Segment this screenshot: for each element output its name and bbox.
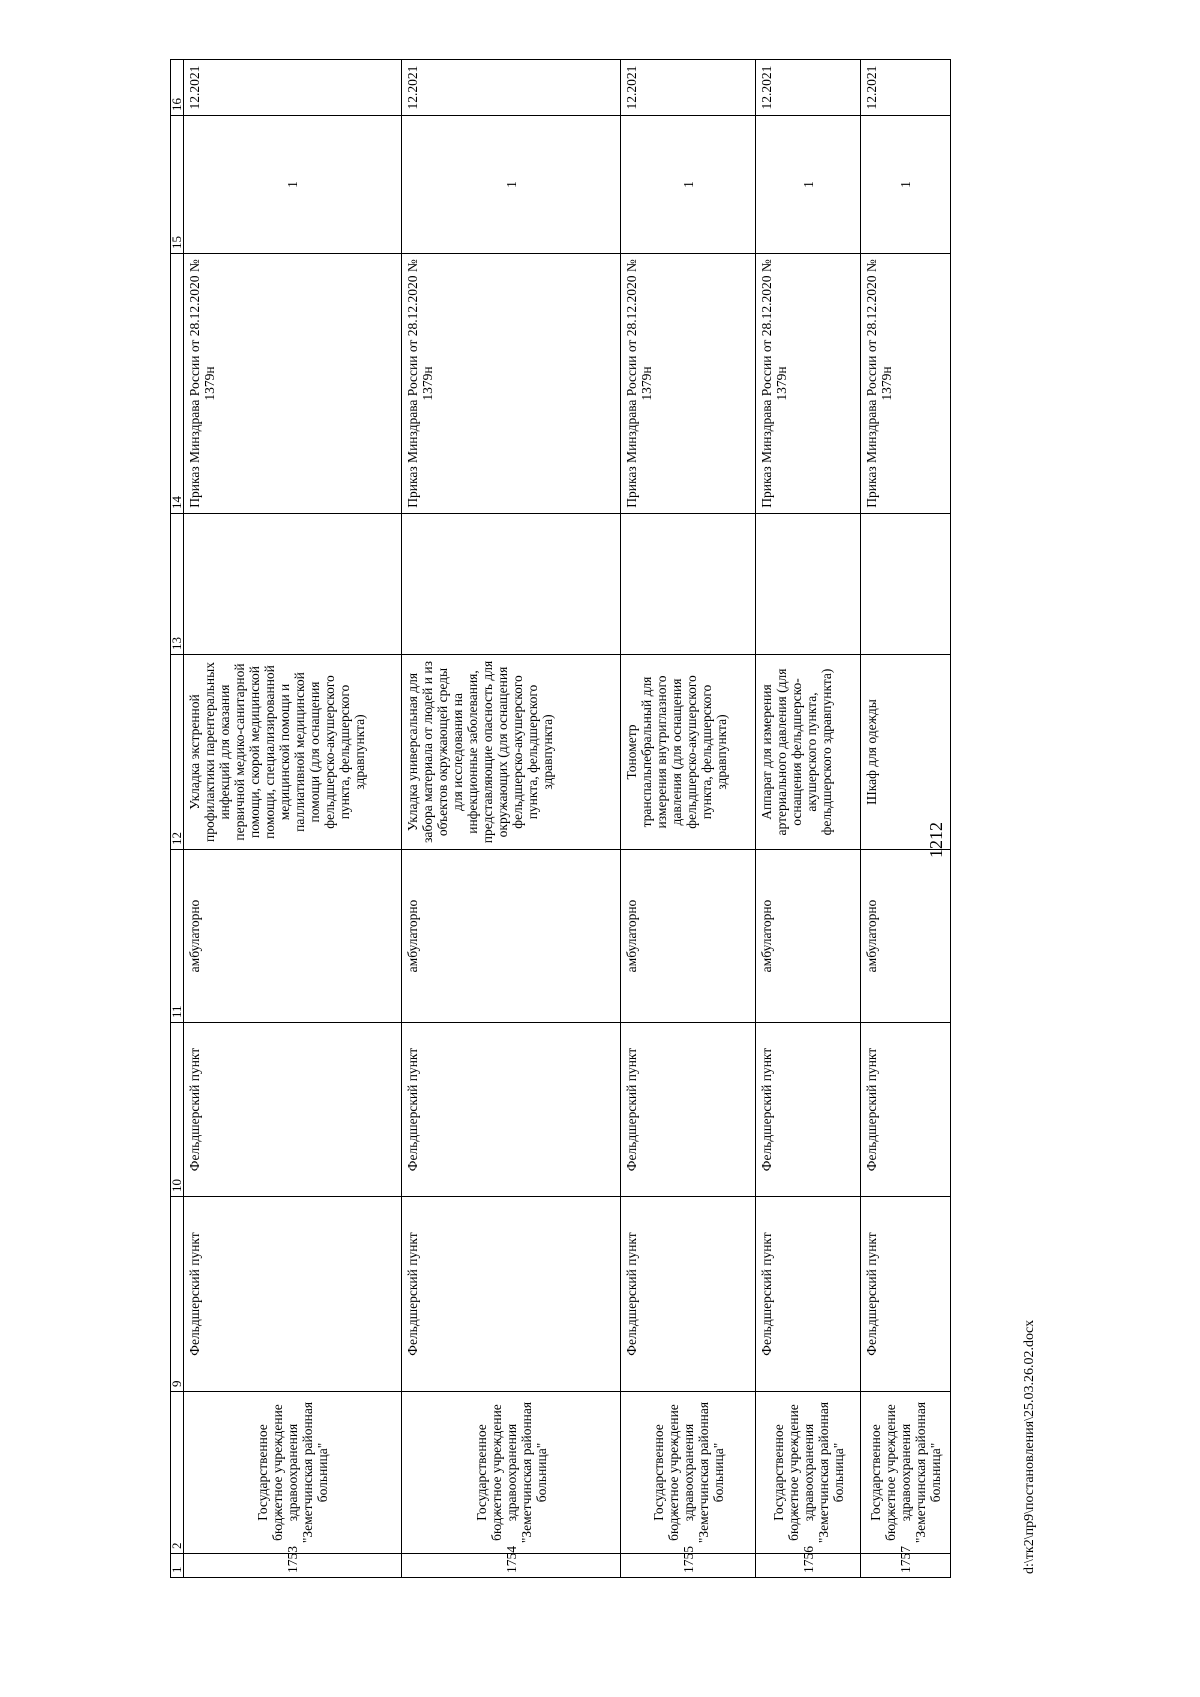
quantity-cell: 1 bbox=[756, 116, 861, 254]
header-row bbox=[171, 60, 184, 1578]
col-header: 15 bbox=[171, 116, 184, 254]
organization-cell: Государственное бюджетное учреждение здравоохранения "Земетчинская районная больница" bbox=[756, 1392, 861, 1554]
row-number: 1753 bbox=[184, 1554, 402, 1578]
equipment-name-cell: Укладка экстренной профилактики парентеральных инфекций для оказания первичной медико-санитарной помощи, скорой медицинской помощи, специализированной медицинской помощи и паллиативной медицинской помощи (для оснащения фельдшерско-акушерского пункта, фельдшерского здравпункта) bbox=[184, 655, 402, 850]
unit-cell: Фельдшерский пункт bbox=[861, 1197, 951, 1392]
date-cell: 12.2021 bbox=[861, 60, 951, 116]
table-row bbox=[184, 60, 402, 1578]
table-row bbox=[402, 60, 621, 1578]
empty-cell bbox=[621, 514, 756, 655]
table-row bbox=[861, 60, 951, 1578]
date-cell: 12.2021 bbox=[402, 60, 621, 116]
care-form-cell: амбулаторно bbox=[184, 850, 402, 1023]
empty-cell bbox=[402, 514, 621, 655]
col-header: 9 bbox=[171, 1197, 184, 1392]
equipment-name-cell: Шкаф для одежды bbox=[861, 655, 951, 850]
date-cell: 12.2021 bbox=[184, 60, 402, 116]
row-number: 1755 bbox=[621, 1554, 756, 1578]
unit-cell: Фельдшерский пункт bbox=[756, 1023, 861, 1197]
equipment-name-cell: Тонометр транспальпебральный для измерения внутриглазного давления (для оснащения фельдшерско-акушерского пункта, фельдшерского здравпункта) bbox=[621, 655, 756, 850]
organization-cell: Государственное бюджетное учреждение здравоохранения "Земетчинская районная больница" bbox=[402, 1392, 621, 1554]
col-header: 13 bbox=[171, 514, 184, 655]
empty-cell bbox=[756, 514, 861, 655]
order-cell: Приказ Минздрава России от 28.12.2020 № 1379н bbox=[861, 254, 951, 514]
unit-cell: Фельдшерский пункт bbox=[861, 1023, 951, 1197]
page-number: 1212 bbox=[926, 822, 946, 858]
equipment-name-cell: Аппарат для измерения артериального давления (для оснащения фельдшерско-акушерского пункта, фельдшерского здравпункта) bbox=[756, 655, 861, 850]
row-number: 1757 bbox=[861, 1554, 951, 1578]
organization-cell: Государственное бюджетное учреждение здравоохранения "Земетчинская районная больница" bbox=[184, 1392, 402, 1554]
landscape-sheet bbox=[169, 60, 1037, 1578]
file-path-footer: d:\тк2\пр9\постановления\25.03.26.02.docx bbox=[1022, 1319, 1037, 1574]
unit-cell: Фельдшерский пункт bbox=[621, 1023, 756, 1197]
empty-cell bbox=[861, 514, 951, 655]
empty-cell bbox=[184, 514, 402, 655]
organization-cell: Государственное бюджетное учреждение здравоохранения "Земетчинская районная больница" bbox=[621, 1392, 756, 1554]
care-form-cell: амбулаторно bbox=[621, 850, 756, 1023]
quantity-cell: 1 bbox=[861, 116, 951, 254]
date-cell: 12.2021 bbox=[756, 60, 861, 116]
table-row bbox=[756, 60, 861, 1578]
col-header: 12 bbox=[171, 655, 184, 850]
col-header: 10 bbox=[171, 1023, 184, 1197]
row-number: 1756 bbox=[756, 1554, 861, 1578]
order-cell: Приказ Минздрава России от 28.12.2020 № 1379н bbox=[184, 254, 402, 514]
col-header: 11 bbox=[171, 850, 184, 1023]
equipment-table bbox=[170, 59, 951, 1578]
care-form-cell: амбулаторно bbox=[861, 850, 951, 1023]
row-number: 1754 bbox=[402, 1554, 621, 1578]
unit-cell: Фельдшерский пункт bbox=[621, 1197, 756, 1392]
unit-cell: Фельдшерский пункт bbox=[756, 1197, 861, 1392]
col-header: 16 bbox=[171, 60, 184, 116]
order-cell: Приказ Минздрава России от 28.12.2020 № 1379н bbox=[756, 254, 861, 514]
col-header: 2 bbox=[171, 1392, 184, 1554]
col-header: 1 bbox=[171, 1554, 184, 1578]
equipment-name-cell: Укладка универсальная для забора материала от людей и из объектов окружающей среды для исследования на инфекционные заболевания, представляющие опасность для окружающих (для оснащения фельдшерско-акушерского пункта, фельдшерского здравпункта) bbox=[402, 655, 621, 850]
organization-cell: Государственное бюджетное учреждение здравоохранения "Земетчинская районная больница" bbox=[861, 1392, 951, 1554]
table-row bbox=[621, 60, 756, 1578]
order-cell: Приказ Минздрава России от 28.12.2020 № 1379н bbox=[402, 254, 621, 514]
order-cell: Приказ Минздрава России от 28.12.2020 № 1379н bbox=[621, 254, 756, 514]
unit-cell: Фельдшерский пункт bbox=[184, 1023, 402, 1197]
unit-cell: Фельдшерский пункт bbox=[402, 1197, 621, 1392]
care-form-cell: амбулаторно bbox=[402, 850, 621, 1023]
quantity-cell: 1 bbox=[184, 116, 402, 254]
date-cell: 12.2021 bbox=[621, 60, 756, 116]
quantity-cell: 1 bbox=[621, 116, 756, 254]
quantity-cell: 1 bbox=[402, 116, 621, 254]
care-form-cell: амбулаторно bbox=[756, 850, 861, 1023]
unit-cell: Фельдшерский пункт bbox=[184, 1197, 402, 1392]
unit-cell: Фельдшерский пункт bbox=[402, 1023, 621, 1197]
col-header: 14 bbox=[171, 254, 184, 514]
